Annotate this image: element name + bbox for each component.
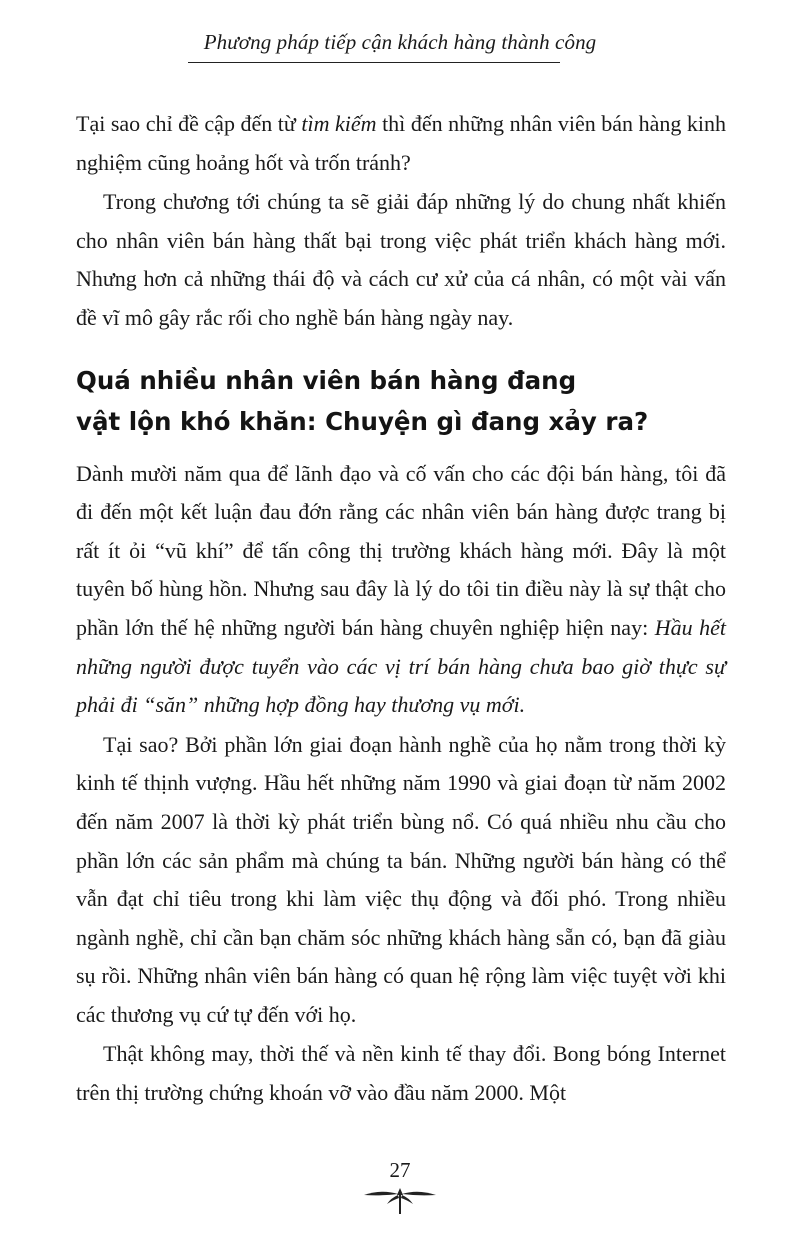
paragraph-5: Thật không may, thời thế và nền kinh tế thay đổi. Bong bóng Internet trên thị trường chứng khoán vỡ vào đầu năm 2000. Một (76, 1041, 726, 1106)
paragraph-1 (76, 105, 726, 182)
paragraph-3 (76, 455, 726, 725)
page-body (76, 105, 726, 1114)
page-number: 27 (389, 1158, 411, 1182)
section-heading-line-2: vật lộn khó khăn: Chuyện gì đang xảy ra? (76, 406, 649, 436)
fleuron-ornament-icon (360, 1186, 440, 1216)
section-heading-line-1: Quá nhiều nhân viên bán hàng đang (76, 365, 577, 395)
running-head: Phương pháp tiếp cận khách hàng thành công (203, 30, 597, 54)
running-head-rule (188, 62, 560, 63)
paragraph-2: Trong chương tới chúng ta sẽ giải đáp những lý do chung nhất khiến cho nhân viên bán hàng thất bại trong việc phát triển khách hàng mới. Nhưng hơn cả những thái độ và cách cư xử của cá nhân, có một vài vấn đề vĩ mô gây rắc rối cho nghề bán hàng ngày nay. (76, 189, 726, 330)
paragraph-3-text: Dành mười năm qua để lãnh đạo và cố vấn cho các đội bán hàng, tôi đã đi đến một kết luận đau đớn rằng các nhân viên bán hàng được trang bị rất ít ỏi “vũ khí” để tấn công thị trường khách hàng mới. Đây là một tuyên bố hùng hồn. Nhưng sau đây là lý do tôi tin điều này là sự thật cho phần lớn thế hệ những người bán hàng chuyên nghiệp hiện nay: (76, 460, 726, 640)
paragraph-1-text-start: Tại sao chỉ đề cập đến từ (76, 111, 302, 136)
section-heading (76, 360, 726, 442)
paragraph-1-emphasis: tìm kiếm (301, 111, 377, 136)
paragraph-1-text-end: thì đến những nhân viên bán hàng kinh nghiệm cũng hoảng hốt và trốn tránh? (76, 111, 726, 175)
paragraph-3-emphasis: Hầu hết những người được tuyển vào các vị trí bán hàng chưa bao giờ thực sự phải đi “săn” những hợp đồng hay thương vụ mới. (76, 614, 727, 718)
paragraph-4: Tại sao? Bởi phần lớn giai đoạn hành nghề của họ nằm trong thời kỳ kinh tế thịnh vượng. Hầu hết những năm 1990 và giai đoạn từ năm 2002 đến năm 2007 là thời kỳ phát triển bùng nổ. Có quá nhiều nhu cầu cho phần lớn các sản phẩm mà chúng ta bán. Những người bán hàng có thể vẫn đạt chỉ tiêu trong khi làm việc thụ động và đối phó. Trong nhiều ngành nghề, chỉ cần bạn chăm sóc những khách hàng sẵn có, bạn đã giàu sụ rồi. Những nhân viên bán hàng có quan hệ rộng làm việc tuyệt vời khi các thương vụ cứ tự đến với họ. (76, 731, 726, 1027)
